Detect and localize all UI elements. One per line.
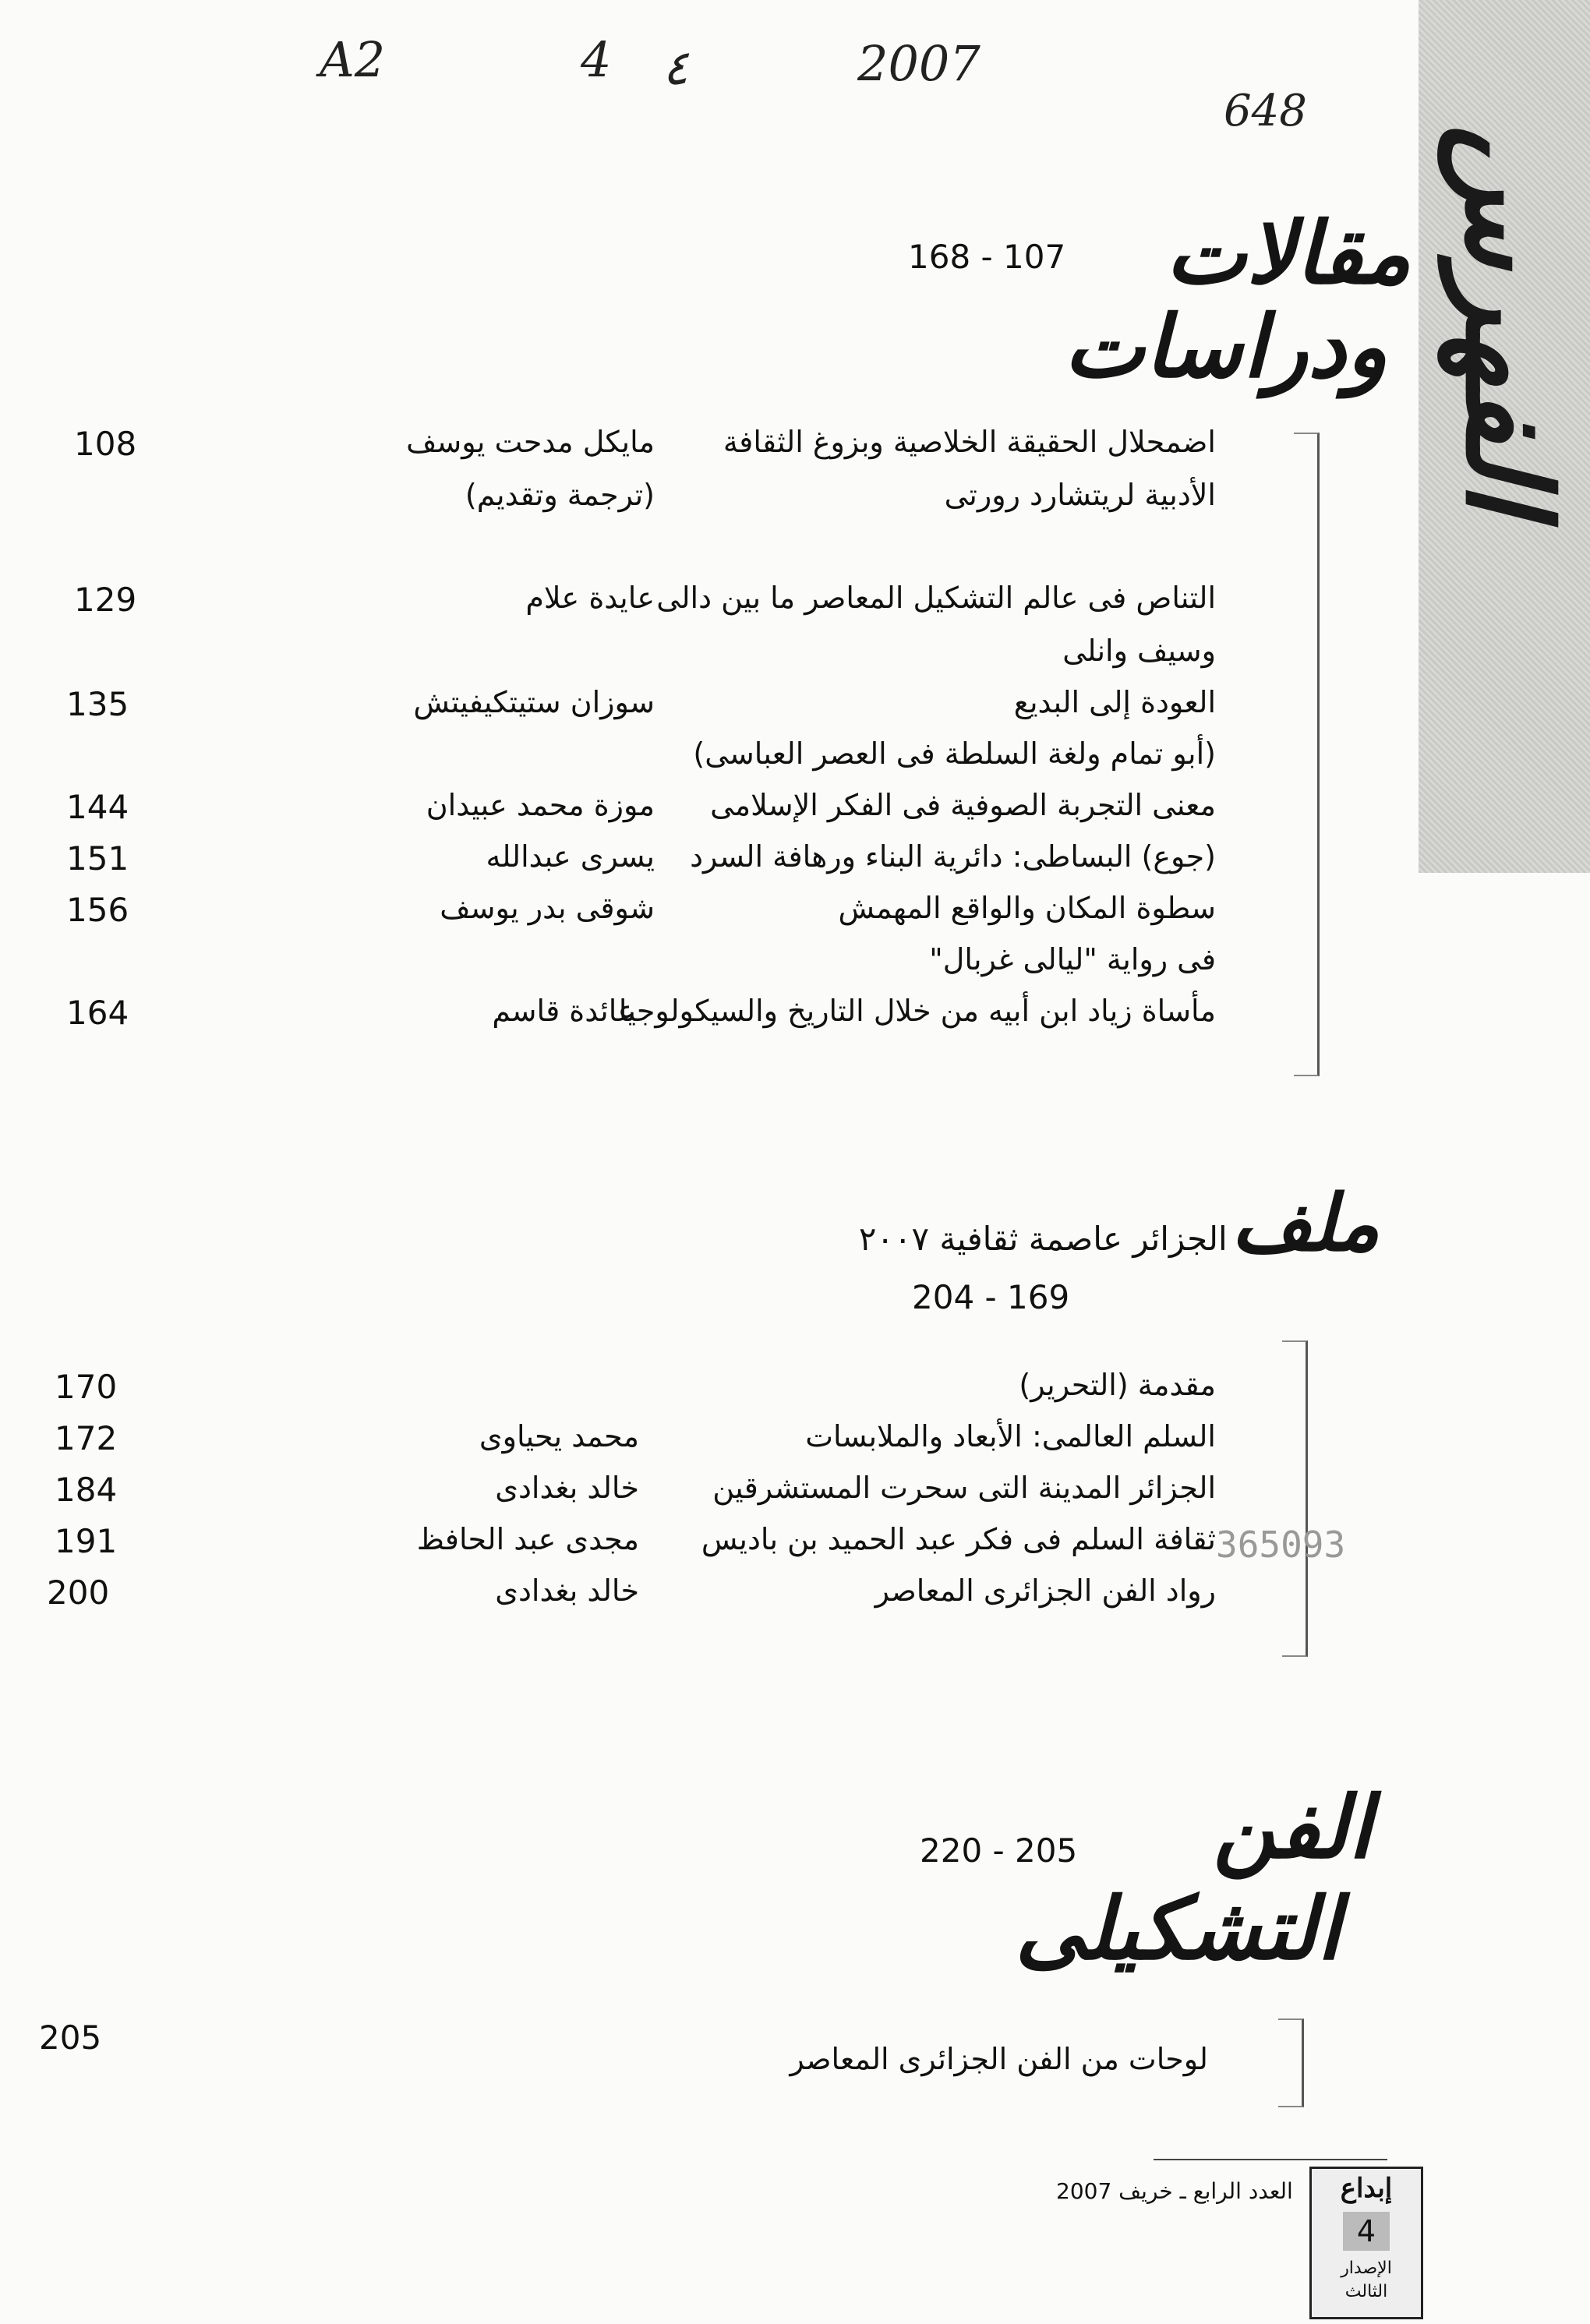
list-item: 108 مايكل مدحت يوسف اضمحلال الحقيقة الخلاصية وبزوغ الثقافة (74, 425, 1216, 463)
list-item: 172 محمد يحياوى السلم العالمى: الأبعاد والملابسات (55, 1419, 1216, 1457)
section-articles-title-line2: ودراسات (1063, 296, 1387, 397)
list-item: 184 خالد بغدادى الجزائر المدينة التى سحرت المستشرقين (55, 1471, 1216, 1509)
section-art-title-line1: الفن (1213, 1777, 1372, 1877)
handwritten-year: 2007 (857, 35, 980, 92)
list-item: 170 مقدمة (التحرير) (55, 1368, 1216, 1406)
sidebar-title: الفهرس (1440, 125, 1577, 514)
section-articles-title-line1: مقالات (1165, 203, 1411, 303)
list-item: 156 شوقى بدر يوسف سطوة المكان والواقع المهمش (66, 891, 1216, 929)
handwritten-code: A2 (320, 31, 386, 88)
magazine-logo (1309, 2167, 1423, 2319)
logo-word: إبداع (1340, 2173, 1393, 2204)
list-item: 200 خالد بغدادى رواد الفن الجزائرى المعاصر (47, 1573, 1216, 1612)
section-articles-list (47, 425, 1216, 1048)
section-art-frame (1278, 2018, 1304, 2107)
section-file-title-rest: الجزائر عاصمة ثقافية ٢٠٠٧ (858, 1220, 1228, 1258)
list-item: 191 مجدى عبد الحافظ ثقافة السلم فى فكر عبد الحميد بن باديس (55, 1522, 1216, 1560)
section-file-range: 204 - 169 (912, 1278, 1070, 1316)
handwritten-month: ٤ (662, 39, 689, 96)
list-item: 144 موزة محمد عبيدان معنى التجربة الصوفية فى الفكر الإسلامى (66, 788, 1216, 826)
list-item: فى رواية "ليالى غربال" (929, 942, 1216, 977)
section-articles-range: 168 - 107 (908, 238, 1066, 276)
section-file-title-word: ملف (1231, 1177, 1380, 1269)
section-articles-frame (1294, 433, 1320, 1076)
logo-number: 4 (1343, 2212, 1390, 2251)
footer-issue: العدد الرابع ـ خريف 2007 (1056, 2178, 1293, 2204)
list-item: وسيف وانلى (1062, 634, 1216, 668)
section-file-list (47, 1368, 1216, 1648)
section-art-list (39, 2018, 1208, 2081)
library-stamp: 365093 (1216, 1524, 1346, 1566)
list-item: 135 سوزان ستيتكيفيتش العودة إلى البديع (66, 685, 1216, 723)
list-item: 151 يسرى عبدالله (جوع) البساطى: دائرية البناء ورهافة السرد (66, 839, 1216, 878)
section-file-frame (1282, 1340, 1308, 1657)
handwritten-number: 648 (1224, 86, 1307, 136)
section-art-range: 220 - 205 (920, 1831, 1078, 1870)
list-item: (ترجمة وتقديم) الأدبية لريتشارد رورتى (465, 478, 1216, 512)
logo-sub1: الإصدار (1341, 2259, 1392, 2278)
logo-sub2: الثالث (1344, 2282, 1388, 2301)
handwritten-day: 4 (581, 31, 612, 88)
list-item: 164 عائدة قاسم مأساة زياد ابن أبيه من خلال التاريخ والسيكولوجيا (66, 994, 1216, 1032)
section-art-title-line2: التشكيلى (1015, 1878, 1341, 1979)
footer-rule (1154, 2159, 1387, 2160)
list-item: 205 لوحات من الفن الجزائرى المعاصر (39, 2018, 1208, 2076)
list-item: (أبو تمام ولغة السلطة فى العصر العباسى) (693, 736, 1216, 771)
sidebar-banner (1419, 0, 1590, 873)
section-file-header (779, 1177, 1380, 1269)
list-item: 129 عايدة علام التناص فى عالم التشكيل المعاصر ما بين دالى (74, 581, 1216, 619)
